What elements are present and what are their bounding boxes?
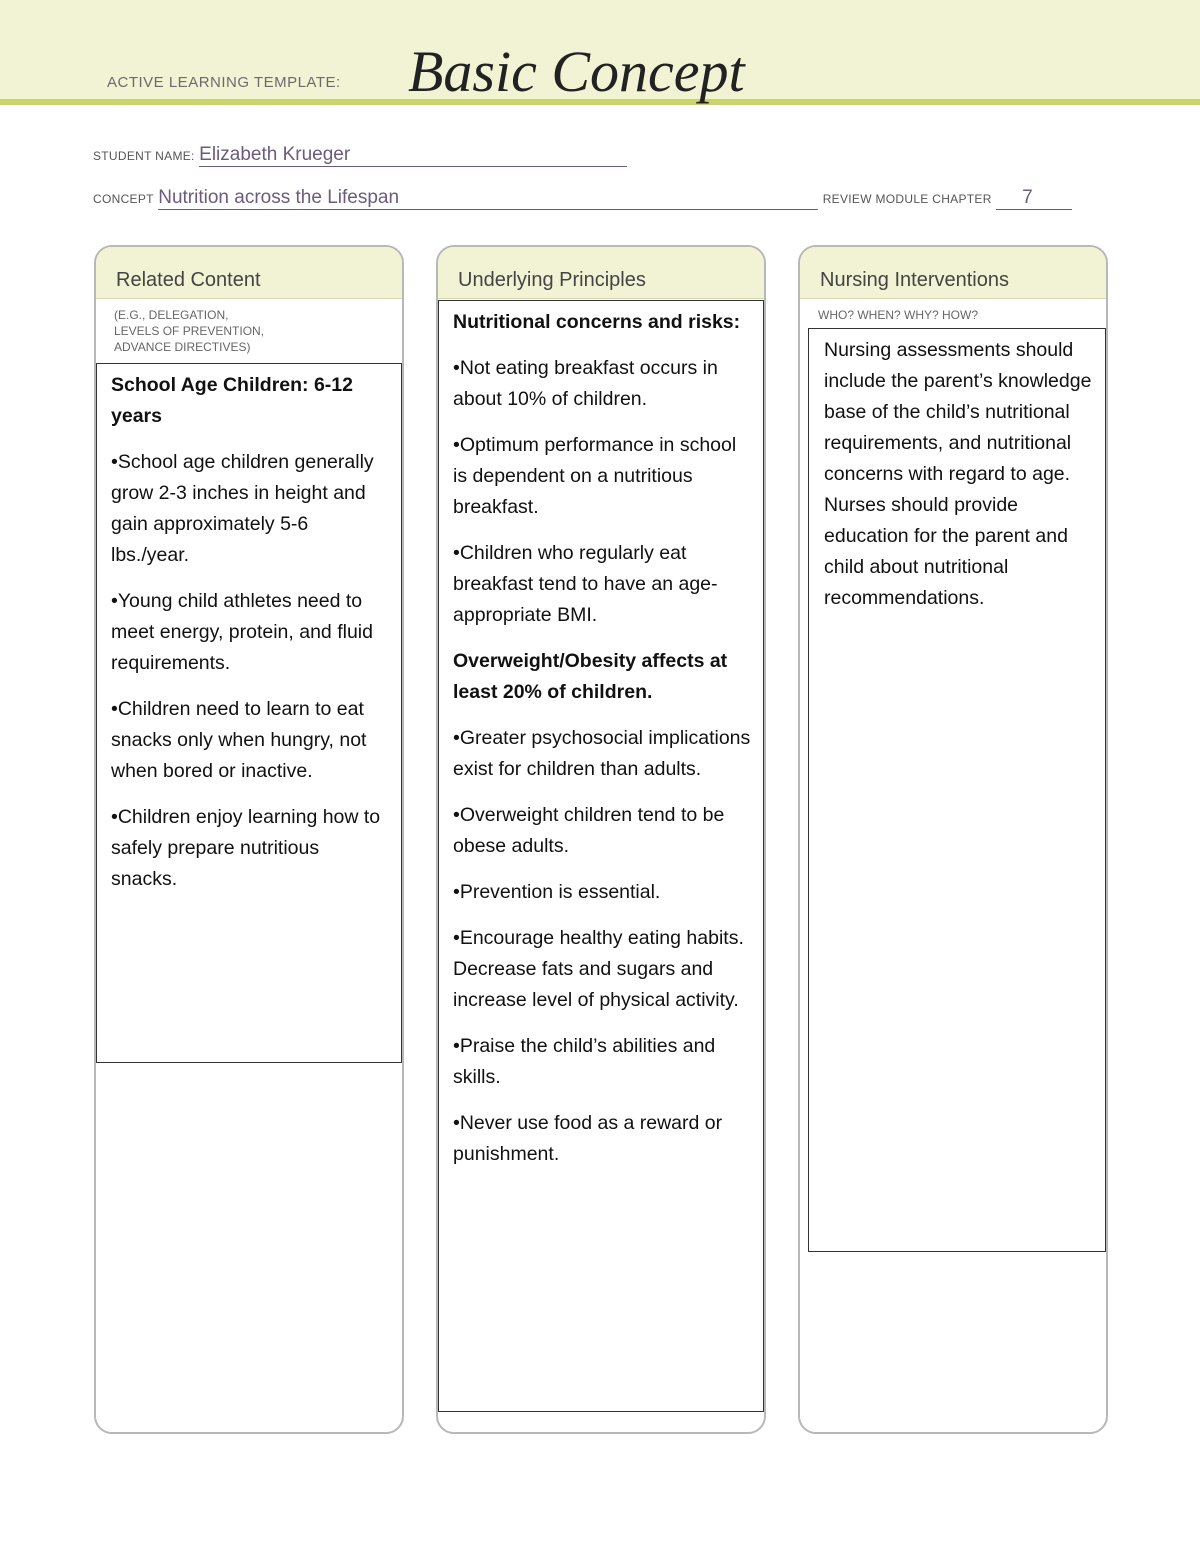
hint-line: ADVANCE DIRECTIVES) [114,340,251,354]
principles-item: •Overweight children tend to be obese adults. [453,804,725,857]
related-content-hint [96,299,402,355]
related-heading: School Age Children: 6-12 years [111,374,353,427]
template-label: ACTIVE LEARNING TEMPLATE: [107,74,341,91]
concept-line [158,187,818,210]
concept-row [93,187,1072,210]
nursing-interventions-hint: WHO? WHEN? WHY? HOW? [818,308,979,322]
concept-value: Nutrition across the Lifespan [158,187,400,208]
interventions-text: Nursing assessments should include the parent’s knowledge base of the child’s nutritional requirements, and nutritional concerns with regard to age. Nurses should provide education for the parent and child about nutritional recommendations. [824,339,1092,609]
hint-line: LEVELS OF PREVENTION, [114,324,265,338]
chapter-line [996,187,1072,210]
related-item: •School age children generally grow 2-3 inches in height and gain approximately 5-6 lbs./year. [111,451,374,566]
related-item: •Children enjoy learning how to safely prepare nutritious snacks. [111,806,381,890]
principles-item: •Never use food as a reward or punishment. [453,1112,723,1165]
related-item: •Young child athletes need to meet energy, protein, and fluid requirements. [111,590,373,674]
related-item: •Children need to learn to eat snacks only when hungry, not when bored or inactive. [111,698,367,782]
principles-item: •Encourage healthy eating habits. Decrease fats and sugars and increase level of physical activity. [453,927,744,1011]
hint-line: (E.G., DELEGATION, [114,308,229,322]
principles-heading: Nutritional concerns and risks: [453,311,741,333]
template-title: Basic Concept [408,39,745,104]
nursing-interventions-box[interactable] [808,328,1106,1252]
principles-item: •Children who regularly eat breakfast tend to have an age-appropriate BMI. [453,542,718,626]
chapter-value: 7 [1022,187,1033,208]
student-name-value: Elizabeth Krueger [199,144,351,165]
principles-item: •Prevention is essential. [453,881,661,903]
student-name-label: STUDENT NAME: [93,149,195,163]
related-content-box[interactable] [96,363,402,1063]
student-name-line [199,144,627,167]
related-content-title: Related Content [96,247,402,299]
nursing-interventions-title: Nursing Interventions [800,247,1106,299]
review-chapter-label: REVIEW MODULE CHAPTER [822,192,992,206]
underlying-principles-box[interactable] [438,300,764,1412]
student-name-row [93,144,627,167]
principles-item: •Greater psychosocial implications exist for children than adults. [453,727,751,780]
underlying-principles-title: Underlying Principles [438,247,764,299]
principles-item: •Not eating breakfast occurs in about 10% of children. [453,357,718,410]
concept-label: CONCEPT [93,192,154,206]
principles-item: •Praise the child’s abilities and skills. [453,1035,716,1088]
principles-heading: Overweight/Obesity affects at least 20% of children. [453,650,728,703]
principles-item: •Optimum performance in school is dependent on a nutritious breakfast. [453,434,737,518]
